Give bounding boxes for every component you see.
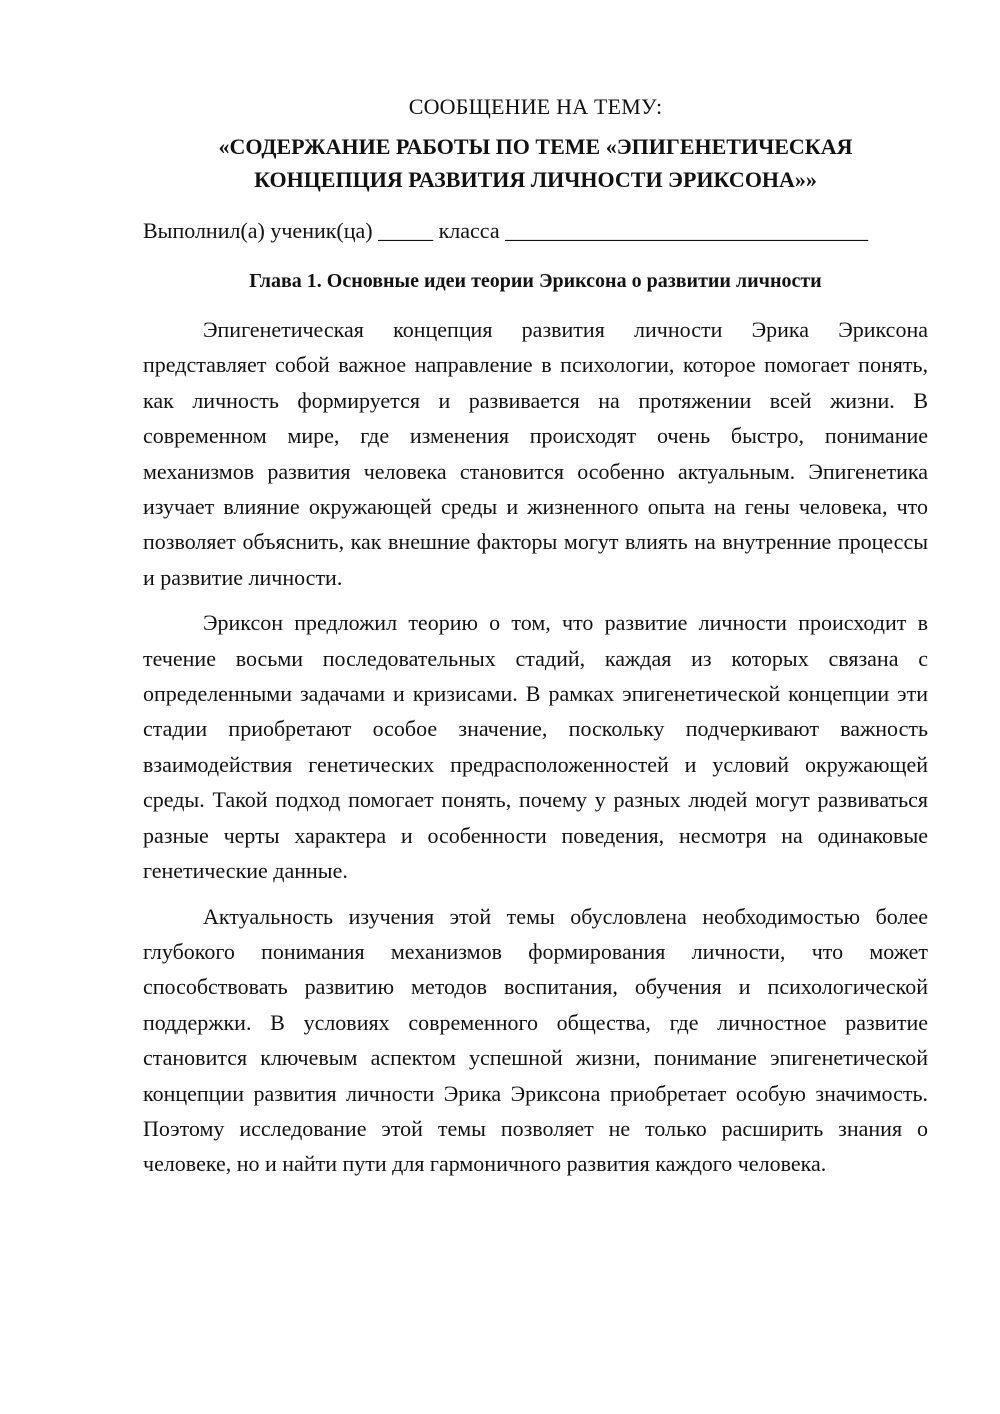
author-line: Выполнил(а) ученик(ца) _____ класса _________________________________	[143, 218, 869, 243]
paragraph-2: Эриксон предложил теорию о том, что развитие личности происходит в течение восьми последовательных стадий, каждая из которых связана с определенными задачами и кризисами. В рамках эпигенетической концепции эти стадии приобретают особое значение, поскольку подчеркивают важность взаимодействия генетических предрасположенностей и условий окружающей среды. Такой подход помогает понять, почему у разных людей могут развиваться разные черты характера и особенности поведения, несмотря на одинаковые генетические данные.	[143, 610, 928, 884]
document-title	[143, 130, 928, 196]
document-page	[143, 92, 928, 1192]
title-line-2: КОНЦЕПЦИЯ РАЗВИТИЯ ЛИЧНОСТИ ЭРИКСОНА»»	[254, 167, 817, 192]
paragraph-3: Актуальность изучения этой темы обусловлена необходимостью более глубокого понимания механизмов формирования личности, что может способствовать развитию методов воспитания, обучения и психологической поддержки. В условиях современного общества, где личностное развитие становится ключевым аспектом успешной жизни, понимание эпигенетической концепции развития личности Эрика Эриксона приобретает особую значимость. Поэтому исследование этой темы позволяет не только расширить знания о человеке, но и найти пути для гармоничного развития каждого человека.	[143, 903, 928, 1177]
title-line-1: «СОДЕРЖАНИЕ РАБОТЫ ПО ТЕМЕ «ЭПИГЕНЕТИЧЕСКАЯ	[218, 134, 853, 159]
paragraph-1: Эпигенетическая концепция развития личности Эрика Эриксона представляет собой важное направление в психологии, которое помогает понять, как личность формируется и развивается на протяжении всей жизни. В современном мире, где изменения происходят очень быстро, понимание механизмов развития человека становится особенно актуальным. Эпигенетика изучает влияние окружающей среды и жизненного опыта на гены человека, что позволяет объяснить, как внешние факторы могут влиять на внутренние процессы и развитие личности.	[143, 317, 928, 590]
document-header: СООБЩЕНИЕ НА ТЕМУ:	[408, 94, 663, 119]
chapter-title: Глава 1. Основные идеи теории Эриксона о развитии личности	[249, 270, 822, 292]
